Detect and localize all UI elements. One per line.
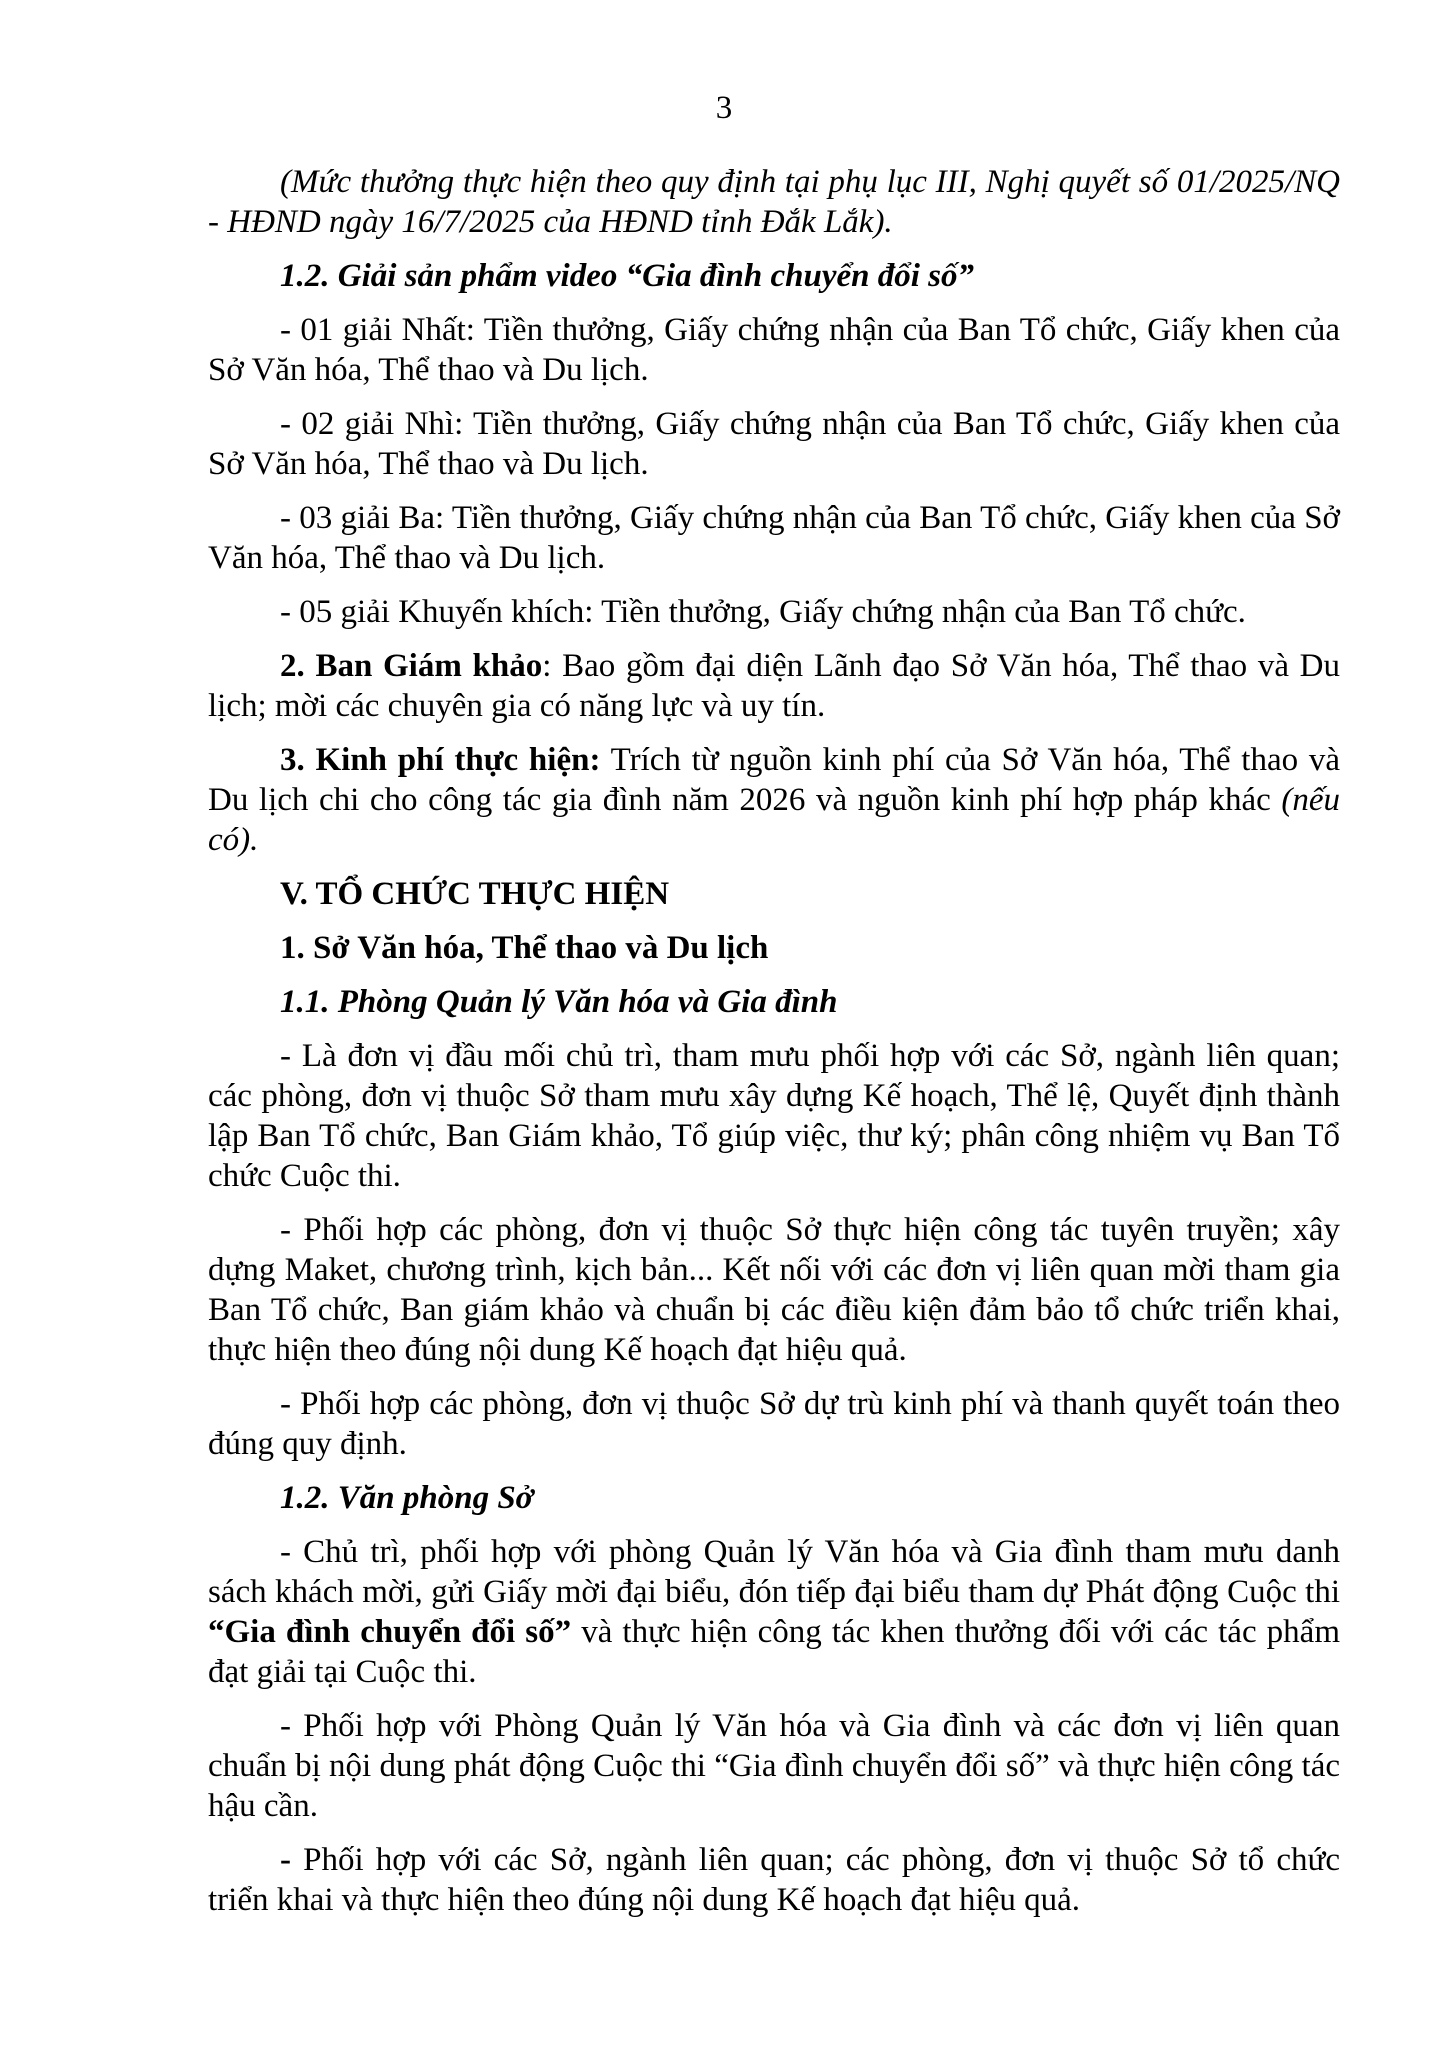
heading-section-v: V. TỔ CHỨC THỰC HIỆN: [280, 876, 670, 912]
jury-text: : Bao gồm đại diện Lãnh đạo Sở Văn hóa, Thể thao và Du lịch; mời các chuyên gia có năng lực và uy tín.: [208, 648, 1340, 724]
culture-office-task-3: - Phối hợp các phòng, đơn vị thuộc Sở dự trù kinh phí và thanh quyết toán theo đúng quy định.: [208, 1386, 1340, 1462]
page-number: 3: [715, 90, 733, 126]
task-3-dash: -: [280, 1842, 291, 1878]
task-1-text-c: và thực hiện công tác khen thưởng đối với các tác phẩm đạt giải tại Cuộc thi.: [208, 1614, 1341, 1690]
document-body: [208, 162, 1340, 1934]
heading-department: 1. Sở Văn hóa, Thể thao và Du lịch: [280, 930, 769, 966]
prize-third-item: - 03 giải Ba: Tiền thưởng, Giấy chứng nhận của Ban Tổ chức, Giấy khen của Sở Văn hóa, Thể thao và Du lịch.: [208, 500, 1340, 576]
heading-culture-family-office: 1.1. Phòng Quản lý Văn hóa và Gia đình: [280, 984, 838, 1020]
jury-paragraph: [208, 646, 1340, 726]
prize-first-item: - 01 giải Nhất: Tiền thưởng, Giấy chứng nhận của Ban Tổ chức, Giấy khen của Sở Văn hóa, Thể thao và Du lịch.: [208, 312, 1340, 388]
funding-label: 3. Kinh phí thực hiện:: [280, 742, 601, 778]
funding-text: Trích từ nguồn kinh phí của Sở Văn hóa, Thể thao và Du lịch chi cho công tác gia đình năm 2026 và nguồn kinh phí hợp pháp khác: [208, 742, 1340, 818]
department-office-task-2: - Phối hợp với Phòng Quản lý Văn hóa và Gia đình và các đơn vị liên quan chuẩn bị nội dung phát động Cuộc thi “Gia đình chuyển đổi số” và thực hiện công tác hậu cần.: [208, 1708, 1340, 1824]
contest-name: “Gia đình chuyển đổi số”: [208, 1614, 572, 1650]
department-office-task-1: [208, 1532, 1340, 1692]
heading-department-office: 1.2. Văn phòng Sở: [280, 1480, 534, 1516]
department-office-task-3: [208, 1840, 1340, 1920]
funding-note: (nếu có).: [208, 782, 1340, 858]
funding-paragraph: [208, 740, 1340, 860]
prize-encouragement-item: - 05 giải Khuyến khích: Tiền thưởng, Giấy chứng nhận của Ban Tổ chức.: [280, 594, 1246, 630]
prize-second-item: - 02 giải Nhì: Tiền thưởng, Giấy chứng nhận của Ban Tổ chức, Giấy khen của Sở Văn hóa, Thể thao và Du lịch.: [208, 406, 1340, 482]
heading-video-prize: 1.2. Giải sản phẩm video “Gia đình chuyển đổi số”: [280, 258, 974, 294]
task-3-text: Phối hợp với các Sở, ngành liên quan; các phòng, đơn vị thuộc Sở tổ chức triển khai và thực hiện theo đúng nội dung Kế hoạch đạt hiệu quả.: [208, 1842, 1340, 1918]
jury-label: 2. Ban Giám khảo: [280, 648, 543, 684]
culture-office-task-2: - Phối hợp các phòng, đơn vị thuộc Sở thực hiện công tác tuyên truyền; xây dựng Maket, chương trình, kịch bản... Kết nối với các đơn vị liên quan mời tham gia Ban Tổ chức, Ban giám khảo và chuẩn bị các điều kiện đảm bảo tổ chức triển khai, thực hiện theo đúng nội dung Kế hoạch đạt hiệu quả.: [208, 1212, 1340, 1368]
reward-note-paragraph: (Mức thưởng thực hiện theo quy định tại phụ lục III, Nghị quyết số 01/2025/NQ - HĐND ngày 16/7/2025 của HĐND tỉnh Đắk Lắk).: [208, 164, 1340, 240]
culture-office-task-1: - Là đơn vị đầu mối chủ trì, tham mưu phối hợp với các Sở, ngành liên quan; các phòng, đơn vị thuộc Sở tham mưu xây dựng Kế hoạch, Thể lệ, Quyết định thành lập Ban Tổ chức, Ban Giám khảo, Tổ giúp việc, thư ký; phân công nhiệm vụ Ban Tổ chức Cuộc thi.: [208, 1038, 1340, 1194]
task-1-text-a: - Chủ trì, phối hợp với phòng Quản lý Văn hóa và Gia đình tham mưu danh sách khách mời, gửi Giấy mời đại biểu, đón tiếp đại biểu tham dự Phát động Cuộc thi: [208, 1534, 1340, 1610]
